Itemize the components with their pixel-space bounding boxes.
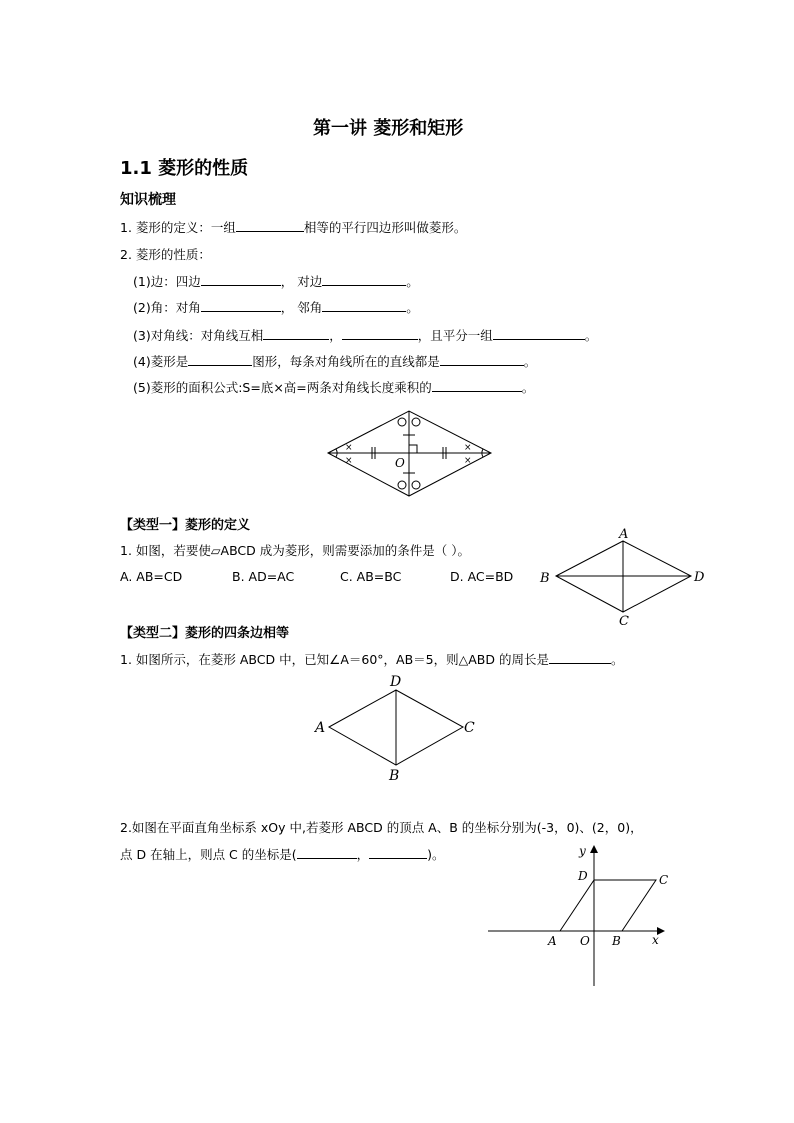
question-text: 点 D 在轴上，则点 C 的坐标是( — [120, 847, 297, 862]
property-text: ， 邻角 — [280, 300, 323, 315]
blank — [201, 273, 281, 286]
properties-heading: 2. 菱形的性质： — [120, 247, 211, 262]
x-axis-label: x — [652, 933, 659, 947]
vertex-c-label: C — [464, 720, 475, 736]
right-angle-mark — [409, 445, 417, 453]
svg-text:×: × — [345, 443, 353, 453]
type1-question: 1. 如图，若要使▱ABCD 成为菱形，则需要添加的条件是（ ）。 — [120, 543, 470, 558]
type2-question2-line2 — [120, 845, 445, 863]
property-text: 图形，每条对角线所在的直线都是 — [252, 354, 440, 369]
blank — [549, 651, 611, 664]
origin-label: O — [580, 934, 590, 948]
blank — [369, 846, 427, 859]
property-text: (4)菱形是 — [133, 354, 189, 369]
vertex-a-label: A — [548, 934, 557, 948]
blank — [493, 327, 585, 340]
property-sides — [133, 272, 419, 290]
property-text: 。 — [523, 354, 537, 369]
svg-text:×: × — [464, 456, 472, 466]
question-text: )。 — [427, 847, 445, 862]
property-text: (5)菱形的面积公式:S=底×高=两条对角线长度乘积的 — [133, 380, 432, 395]
question-text: 1. 如图所示，在菱形 ABCD 中，已知∠A＝60°，AB＝5，则△ABD 的周长是 — [120, 652, 549, 667]
rhombus-abcd — [560, 880, 656, 931]
blank — [188, 353, 252, 366]
vertex-a-label: A — [619, 527, 629, 542]
blank — [236, 219, 304, 232]
blank — [322, 299, 406, 312]
knowledge-heading: 知识梳理 — [120, 192, 176, 208]
vertex-c-label: C — [619, 614, 629, 629]
blank — [263, 327, 329, 340]
property-symmetry — [133, 352, 536, 370]
vertex-b-label: B — [540, 571, 550, 586]
property-text: 。 — [406, 274, 419, 289]
center-label: O — [395, 456, 405, 470]
type2-heading: 【类型二】菱形的四条边相等 — [120, 626, 290, 641]
type2-rhombus-figure — [312, 670, 484, 786]
blank — [432, 379, 522, 392]
section-heading: 1.1 菱形的性质 — [120, 158, 249, 179]
coordinate-figure — [484, 840, 684, 990]
type2-question1 — [120, 650, 623, 668]
property-text: (2)角：对角 — [133, 300, 201, 315]
blank — [342, 327, 418, 340]
blank — [297, 846, 357, 859]
question-text: ， — [356, 847, 370, 862]
option-a: A. AB=CD — [120, 569, 183, 584]
property-text: ， — [329, 328, 342, 343]
option-c: C. AB=BC — [340, 569, 402, 584]
property-text: ， 对边 — [280, 274, 323, 289]
option-d: D. AC=BD — [450, 569, 514, 584]
vertex-a-label: A — [315, 720, 326, 736]
rhombus-properties-figure — [322, 405, 498, 501]
property-text: (3)对角线：对角线互相 — [133, 328, 264, 343]
property-text: ，且平分一组 — [417, 328, 493, 343]
y-axis-label: y — [579, 844, 586, 858]
blank — [440, 353, 524, 366]
vertex-d-label: D — [694, 570, 705, 585]
type2-question2-line1: 2.如图在平面直角坐标系 xOy 中,若菱形 ABCD 的顶点 A、B 的坐标分别为(-3，0)、(2，0)， — [120, 820, 643, 835]
svg-text:×: × — [464, 443, 472, 453]
page-title: 第一讲 菱形和矩形 — [313, 118, 464, 139]
svg-text:×: × — [345, 456, 353, 466]
definition-text-b: 相等的平行四边形叫做菱形。 — [303, 220, 467, 235]
vertex-b-label: B — [389, 768, 400, 784]
definition-line — [120, 218, 466, 236]
property-diagonals — [133, 326, 597, 344]
type1-heading: 【类型一】菱形的定义 — [120, 518, 251, 533]
property-text: 。 — [584, 328, 598, 343]
property-angles — [133, 298, 419, 316]
blank — [201, 299, 281, 312]
definition-text-a: 1. 菱形的定义：一组 — [120, 220, 236, 235]
property-text: 。 — [406, 300, 419, 315]
vertex-c-label: C — [659, 873, 669, 887]
vertex-d-label: D — [390, 674, 402, 690]
vertex-b-label: B — [612, 934, 621, 948]
blank — [322, 273, 406, 286]
property-text: (1)边：四边 — [133, 274, 201, 289]
property-text: 。 — [521, 380, 535, 395]
vertex-d-label: D — [578, 869, 588, 883]
question-text: 。 — [610, 652, 624, 667]
property-area — [133, 378, 534, 396]
option-b: B. AD=AC — [232, 569, 295, 584]
type1-rhombus-figure — [536, 524, 712, 632]
